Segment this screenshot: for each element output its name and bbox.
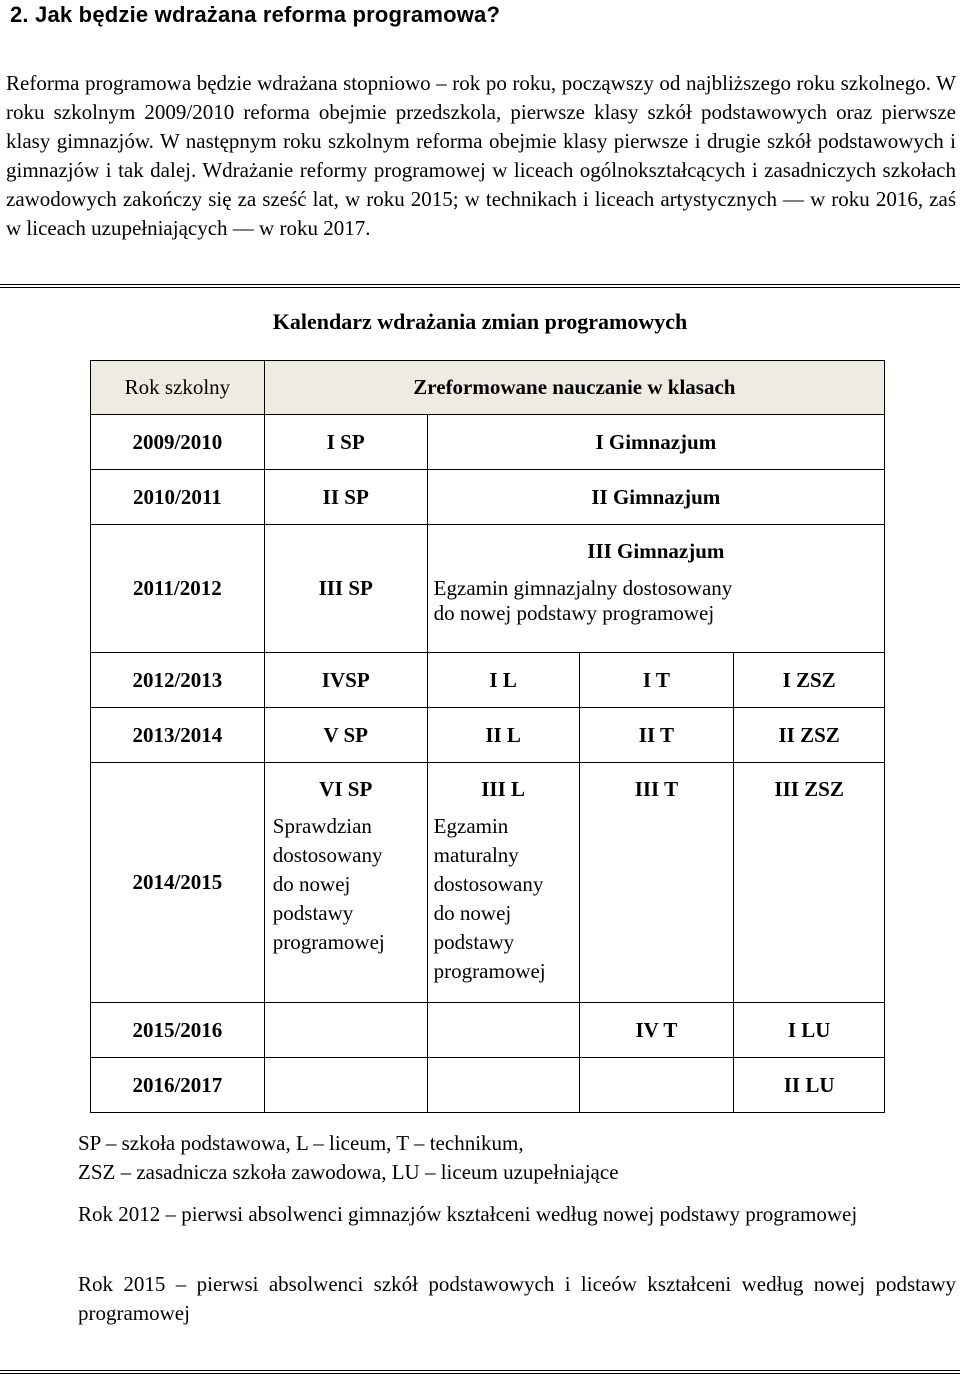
sp-2014-note-line: Sprawdzian bbox=[272, 814, 372, 838]
t-2014-label: III T bbox=[634, 777, 679, 801]
year-2009: 2009/2010 bbox=[91, 415, 265, 470]
cell-lu-2016: II LU bbox=[734, 1058, 885, 1113]
year-2012: 2012/2013 bbox=[91, 653, 265, 708]
section-heading: 2. Jak będzie wdrażana reforma programowa? bbox=[10, 2, 501, 27]
legend bbox=[78, 1129, 956, 1187]
cell-sp-2014 bbox=[264, 763, 427, 1003]
calendar-title: Kalendarz wdrażania zmian programowych bbox=[272, 309, 688, 334]
note-2012: Rok 2012 – pierwsi absolwenci gimnazjów kształceni według nowej podstawy programowej bbox=[78, 1202, 858, 1226]
sp-2014-note-line: podstawy bbox=[272, 901, 354, 925]
cell-zsz-2013: II ZSZ bbox=[734, 708, 885, 763]
year-2016: 2016/2017 bbox=[91, 1058, 265, 1113]
l-2014-note-line: maturalny bbox=[433, 843, 519, 867]
table-row bbox=[91, 525, 885, 653]
year-2013: 2013/2014 bbox=[91, 708, 265, 763]
cell-sp-2009: I SP bbox=[264, 415, 427, 470]
sp-2014-label: VI SP bbox=[319, 777, 373, 801]
cell-empty bbox=[427, 1003, 579, 1058]
cell-t-2014 bbox=[579, 763, 734, 1003]
divider-bottom-2 bbox=[0, 1373, 960, 1374]
cell-zsz-2012: I ZSZ bbox=[734, 653, 885, 708]
cell-t-2015: IV T bbox=[579, 1003, 734, 1058]
cell-sp-2013: V SP bbox=[264, 708, 427, 763]
sp-2014-note-line: do nowej bbox=[272, 872, 351, 896]
cell-gim-2011 bbox=[427, 525, 884, 653]
year-2014: 2014/2015 bbox=[91, 763, 265, 1003]
gim-2011-note-line1: Egzamin gimnazjalny dostosowany bbox=[433, 576, 733, 600]
divider-top-2 bbox=[0, 287, 960, 288]
intro-paragraph: Reforma programowa będzie wdrażana stopniowo – rok po roku, począwszy od najbliższego roku szkolnego. W roku szkolnym 2009/2010 reforma obejmie przedszkola, pierwsze klasy szkół podstawowych oraz pierwsze klasy gimnazjów. W następnym roku szkolnym reforma obejmie klasy pierwsze i drugie szkół podstawowych i gimnazjów i tak dalej. Wdrażanie reformy programowej w liceach ogólnokształcących i zasadniczych szkołach zawodowych zakończy się za sześć lat, w roku 2015; w technikach i liceach artystycznych — w roku 2016, zaś w liceach uzupełniających — w roku 2017. bbox=[6, 71, 956, 240]
sp-2014-note-line: dostosowany bbox=[272, 843, 383, 867]
table-row bbox=[91, 470, 885, 525]
l-2014-label: III L bbox=[481, 777, 526, 801]
cell-gim-2009: I Gimnazjum bbox=[427, 415, 884, 470]
l-2014-note-line: do nowej bbox=[433, 901, 512, 925]
gim-2011-label: III Gimnazjum bbox=[587, 539, 725, 563]
table-row bbox=[91, 1058, 885, 1113]
table-header-row bbox=[91, 361, 885, 415]
cell-l-2014 bbox=[427, 763, 579, 1003]
l-2014-note bbox=[428, 812, 579, 986]
year-2015: 2015/2016 bbox=[91, 1003, 265, 1058]
l-2014-note-line: Egzamin bbox=[433, 814, 509, 838]
cell-zsz-2014 bbox=[734, 763, 885, 1003]
cell-empty bbox=[264, 1003, 427, 1058]
cell-l-2013: II L bbox=[427, 708, 579, 763]
cell-sp-2011: III SP bbox=[264, 525, 427, 653]
table-row bbox=[91, 653, 885, 708]
cell-gim-2010: II Gimnazjum bbox=[427, 470, 884, 525]
cell-l-2012: I L bbox=[427, 653, 579, 708]
cell-t-2012: I T bbox=[579, 653, 734, 708]
divider-top-1 bbox=[0, 284, 960, 285]
cell-empty bbox=[579, 1058, 734, 1113]
l-2014-note-line: programowej bbox=[433, 959, 546, 983]
calendar-table bbox=[90, 360, 885, 1113]
table-row bbox=[91, 763, 885, 1003]
cell-empty bbox=[264, 1058, 427, 1113]
gim-2011-note-line2: do nowej podstawy programowej bbox=[433, 601, 715, 625]
l-2014-note-line: dostosowany bbox=[433, 872, 544, 896]
sp-2014-note bbox=[265, 812, 427, 957]
header-year: Rok szkolny bbox=[91, 361, 265, 415]
cell-sp-2012: IVSP bbox=[264, 653, 427, 708]
table-row bbox=[91, 415, 885, 470]
note-2015: Rok 2015 – pierwsi absolwenci szkół podstawowych i liceów kształceni według nowej podstawy programowej bbox=[78, 1272, 956, 1325]
cell-lu-2015: I LU bbox=[734, 1003, 885, 1058]
year-2011: 2011/2012 bbox=[91, 525, 265, 653]
divider-bottom-1 bbox=[0, 1370, 960, 1371]
zsz-2014-label: III ZSZ bbox=[774, 777, 844, 801]
cell-t-2013: II T bbox=[579, 708, 734, 763]
header-classes: Zreformowane nauczanie w klasach bbox=[264, 361, 884, 415]
table-row bbox=[91, 708, 885, 763]
cell-sp-2010: II SP bbox=[264, 470, 427, 525]
l-2014-note-line: podstawy bbox=[433, 930, 515, 954]
sp-2014-note-line: programowej bbox=[272, 930, 385, 954]
year-2010: 2010/2011 bbox=[91, 470, 265, 525]
legend-line-2: ZSZ – zasadnicza szkoła zawodowa, LU – liceum uzupełniające bbox=[78, 1160, 619, 1184]
cell-empty bbox=[427, 1058, 579, 1113]
legend-line-1: SP – szkoła podstawowa, L – liceum, T – technikum, bbox=[78, 1131, 524, 1155]
table-row bbox=[91, 1003, 885, 1058]
